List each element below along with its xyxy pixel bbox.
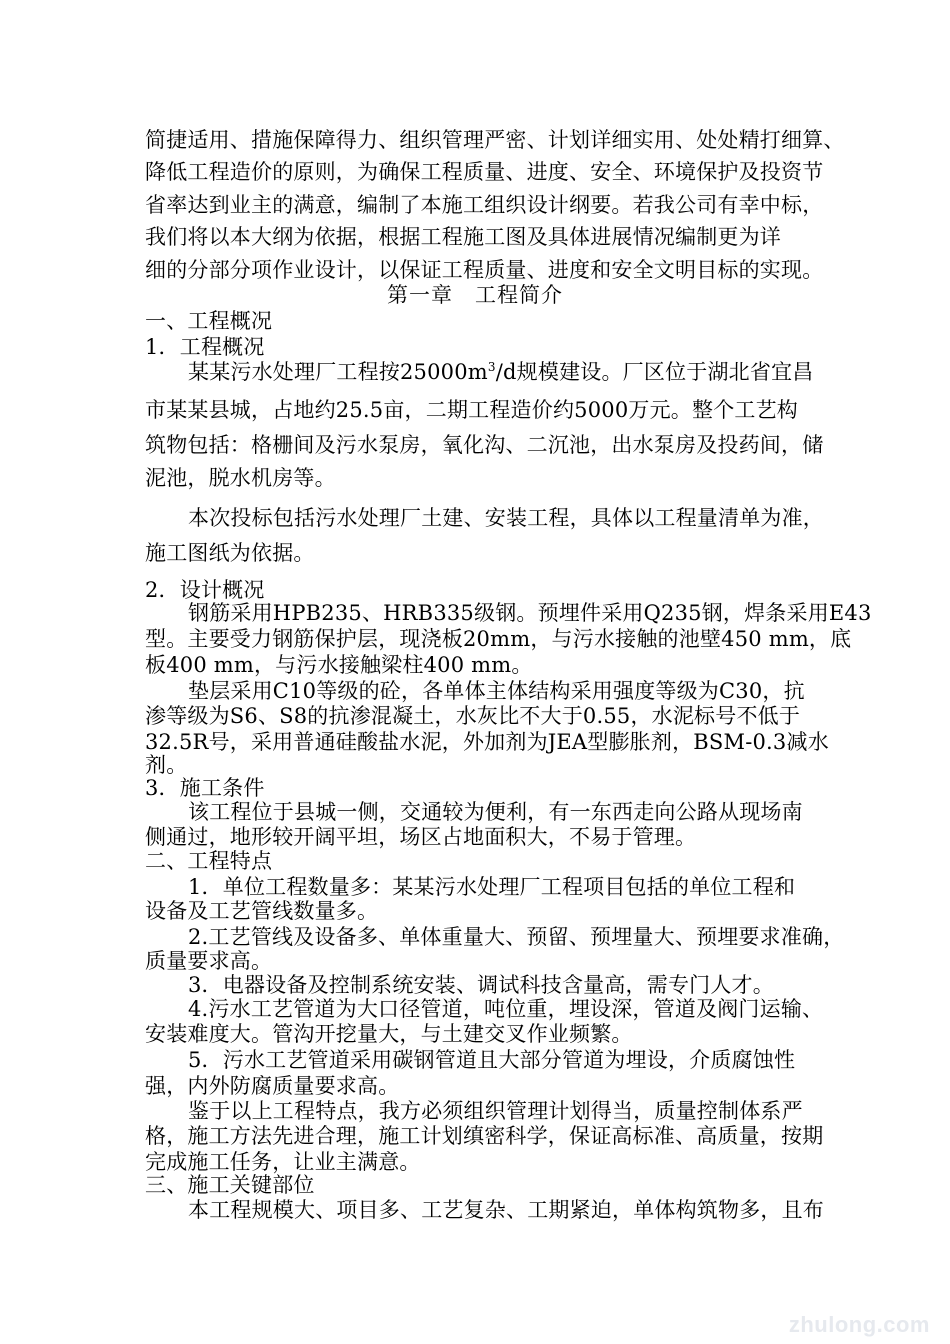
feature-line: 格，施工方法先进合理，施工计划缜密科学，保证高标准、高质量，按期 [145,1124,824,1148]
feature-line: 质量要求高。 [145,949,273,973]
feature-line: 3．电器设备及控制系统安装、调试科技含量高，需专门人才。 [188,973,774,997]
paragraph-line: 本工程规模大、项目多、工艺复杂、工期紧迫，单体构筑物多，且布 [188,1198,824,1222]
paragraph-line: 侧通过，地形较开阔平坦，场区占地面积大，不易于管理。 [145,825,697,849]
subsection-heading: 1．工程概况 [145,335,265,359]
feature-line: 强，内外防腐质量要求高。 [145,1074,400,1098]
paragraph-line: 32.5R号，采用普通硅酸盐水泥，外加剂为JEA型膨胀剂，BSM-0.3减水 [145,730,829,754]
intro-line: 省率达到业主的满意，编制了本施工组织设计纲要。若我公司有幸中标， [145,193,824,217]
superscript: 3 [487,360,496,374]
intro-line: 简捷适用、措施保障得力、组织管理严密、计划详细实用、处处精打细算、 [145,128,845,152]
intro-line: 细的分部分项作业设计，以保证工程质量、进度和安全文明目标的实现。 [145,258,824,282]
subsection-heading: 2．设计概况 [145,578,265,602]
feature-line: 4.污水工艺管道为大口径管道，吨位重，埋设深，管道及阀门运输、 [188,997,824,1021]
section-heading: 一、工程概况 [145,309,273,333]
paragraph-line [188,360,813,384]
paragraph-line: 筑物包括：格栅间及污水泵房，氧化沟、二沉池，出水泵房及投药间，储 [145,433,824,457]
paragraph-line: 施工图纸为依据。 [145,541,315,565]
feature-line: 2.工艺管线及设备多、单体重量大、预留、预埋量大、预埋要求准确， [188,925,845,949]
watermark-logo: zhulong.com [788,1312,930,1337]
intro-line: 我们将以本大纲为依据，根据工程施工图及具体进展情况编制更为详 [145,225,781,249]
section-heading: 三、施工关键部位 [145,1173,315,1197]
text-segment: 某某污水处理厂工程按25000m [188,360,488,384]
paragraph-line: 市某某县城，占地约25.5亩，二期工程造价约5000万元。整个工艺构 [145,398,798,422]
paragraph-line: 钢筋采用HPB235、HRB335级钢。预埋件采用Q235钢，焊条采用E43 [188,601,872,625]
feature-line: 设备及工艺管线数量多。 [145,899,379,923]
paragraph-line: 板400 mm，与污水接触梁柱400 mm。 [145,653,533,677]
paragraph-line: 渗等级为S6、S8的抗渗混凝土，水灰比不大于0.55，水泥标号不低于 [145,704,801,728]
intro-line: 降低工程造价的原则，为确保工程质量、进度、安全、环境保护及投资节 [145,160,824,184]
paragraph-line: 型。主要受力钢筋保护层，现浇板20mm，与污水接触的池壁450 mm，底 [145,627,852,651]
feature-line: 鉴于以上工程特点，我方必须组织管理计划得当，质量控制体系严 [188,1099,803,1123]
subsection-heading: 3．施工条件 [145,776,265,800]
section-heading: 二、工程特点 [145,849,273,873]
feature-line: 1．单位工程数量多：某某污水处理厂工程项目包括的单位工程和 [188,875,796,899]
paragraph-line: 本次投标包括污水处理厂土建、安装工程，具体以工程量清单为准， [188,506,824,530]
text-segment: /d规模建设。厂区位于湖北省宜昌 [495,360,814,384]
paragraph-line: 剂。 [145,753,188,777]
chapter-title: 第一章 工程简介 [387,283,563,307]
feature-line: 安装难度大。管沟开挖量大，与土建交叉作业频繁。 [145,1022,633,1046]
feature-line: 完成施工任务，让业主满意。 [145,1150,421,1174]
paragraph-line: 垫层采用C10等级的砼，各单体主体结构采用强度等级为C30，抗 [188,679,805,703]
feature-line: 5．污水工艺管道采用碳钢管道且大部分管道为埋设，介质腐蚀性 [188,1048,796,1072]
paragraph-line: 泥池，脱水机房等。 [145,466,336,490]
paragraph-line: 该工程位于县城一侧，交通较为便利，有一东西走向公路从现场南 [188,800,803,824]
